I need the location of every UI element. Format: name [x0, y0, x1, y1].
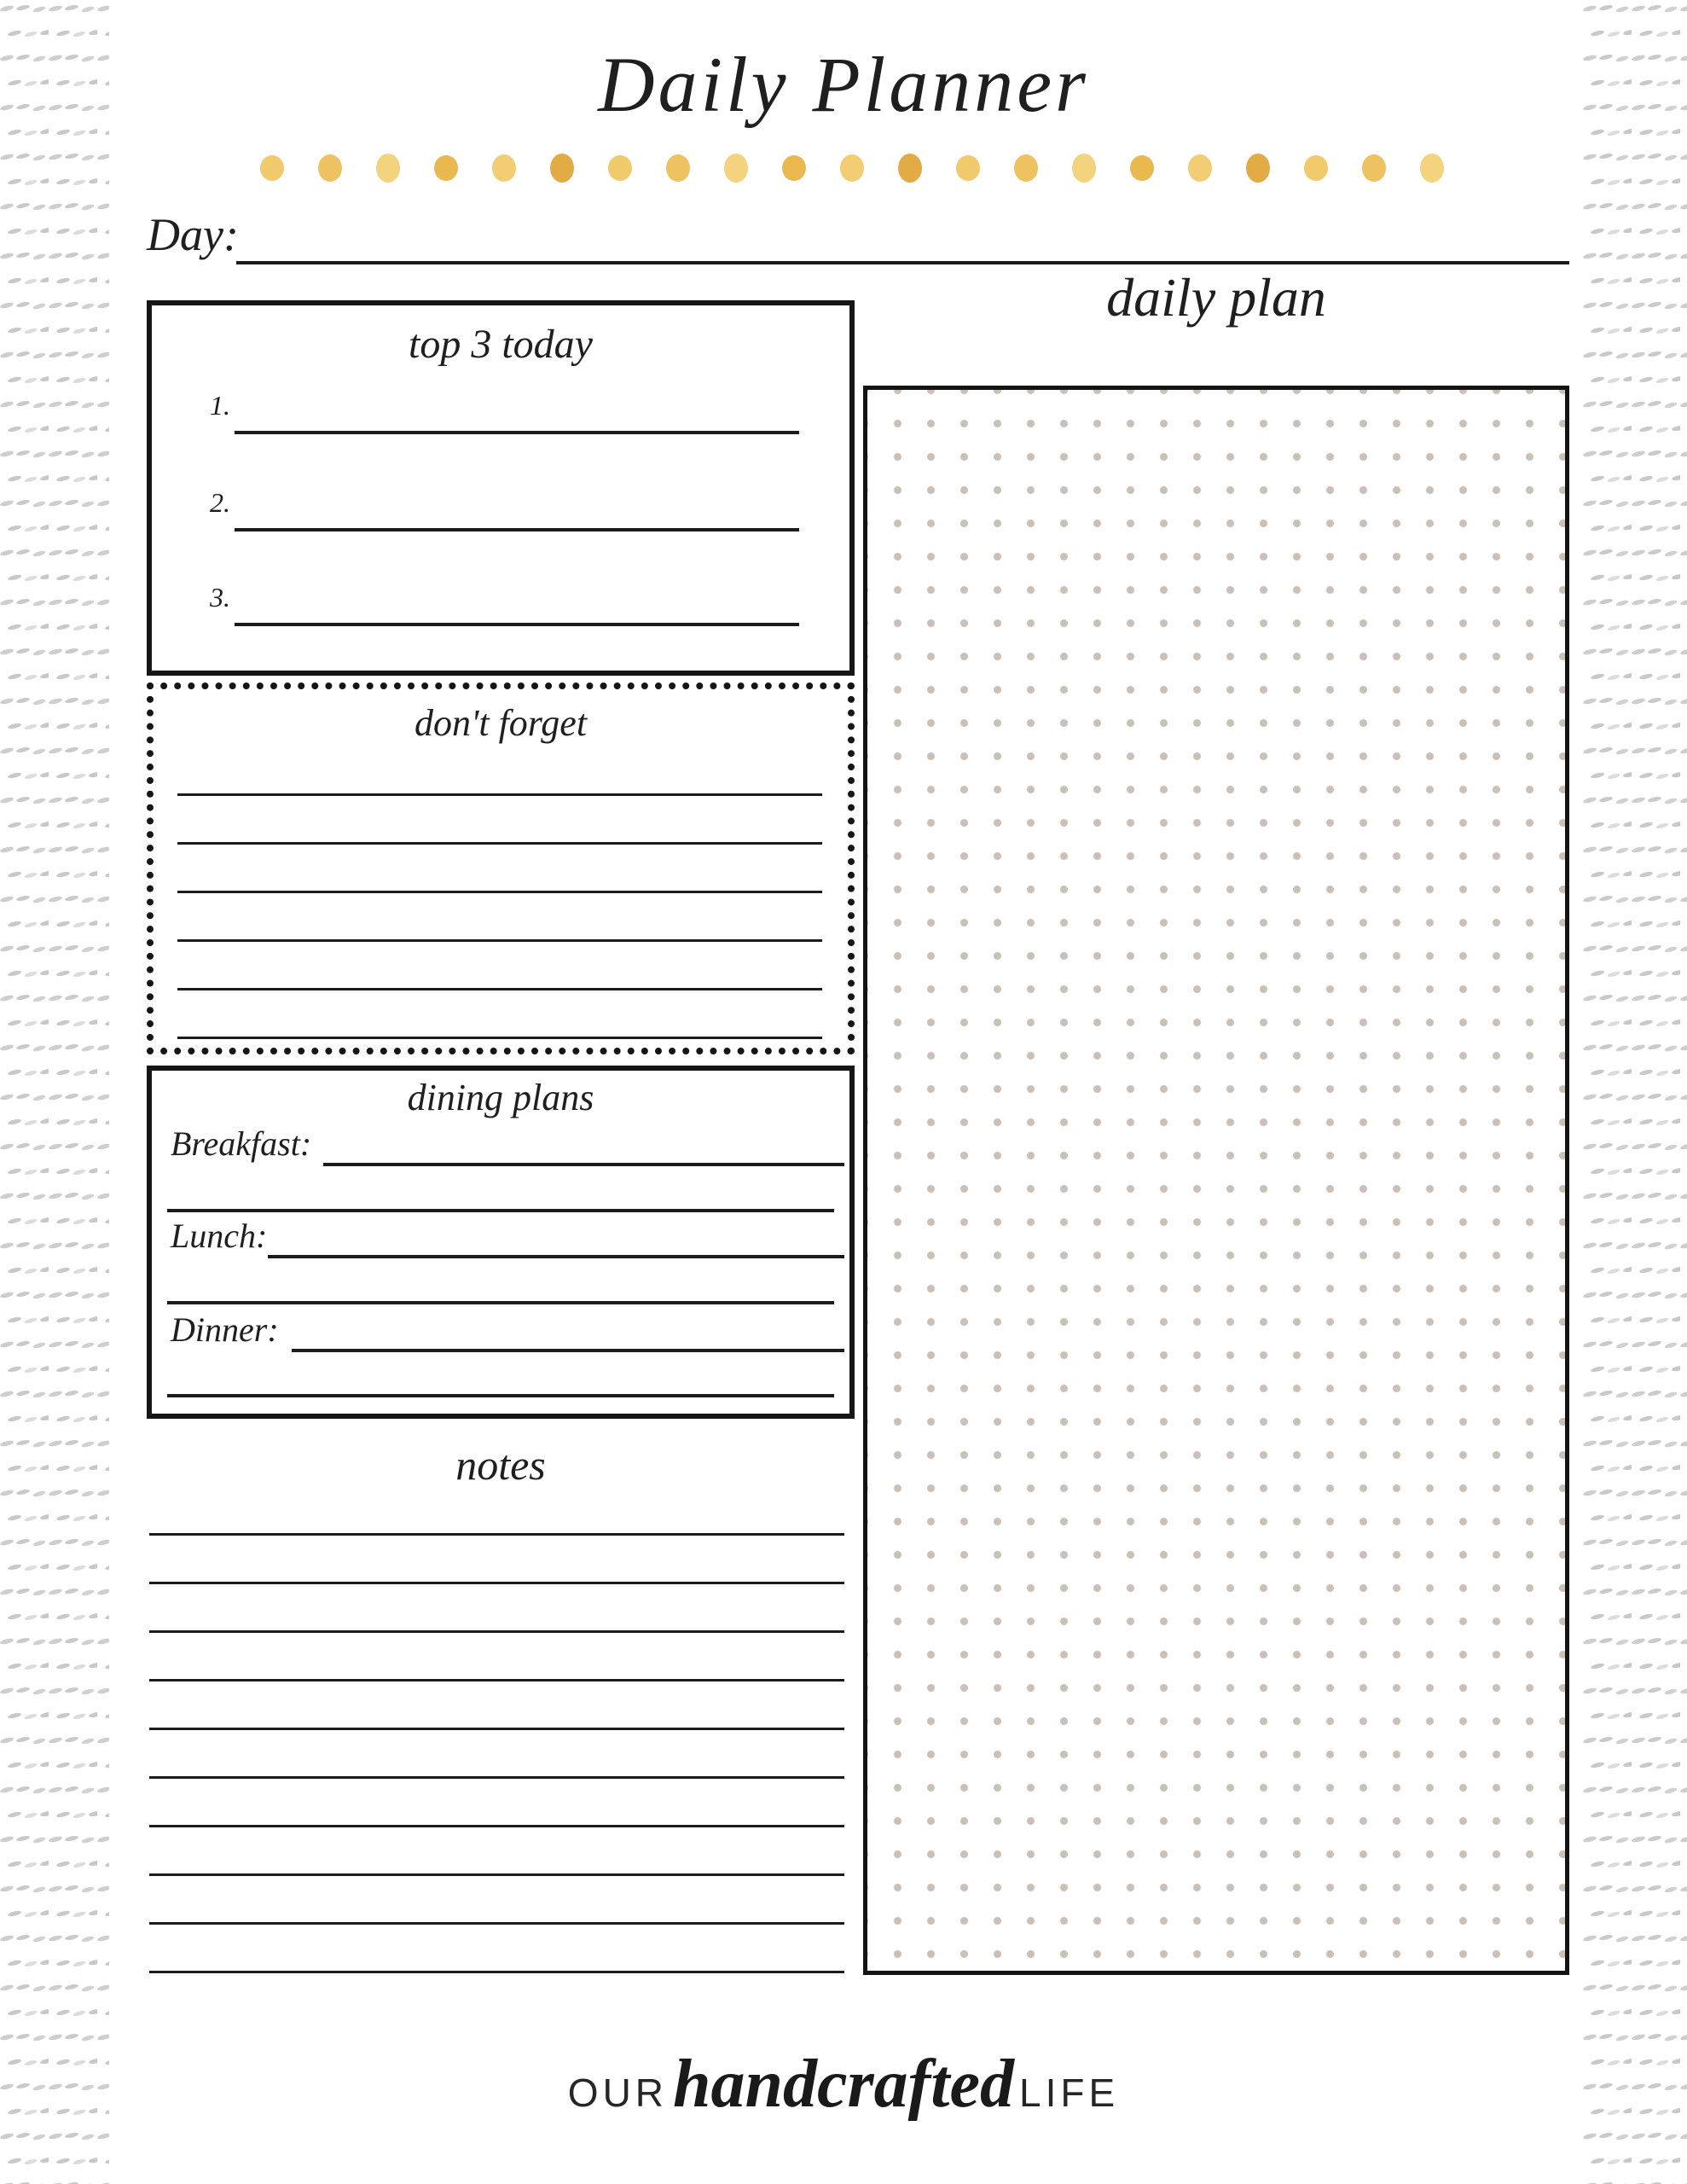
- gold-dot: [1304, 155, 1328, 181]
- top3-title: top 3 today: [409, 322, 593, 367]
- notes-line: [149, 1533, 844, 1536]
- gold-dot: [1072, 154, 1096, 183]
- dont-forget-line: [177, 988, 822, 990]
- top3-item-row: [152, 386, 849, 438]
- dont-forget-line: [177, 793, 822, 796]
- gold-dot: [318, 154, 342, 182]
- top3-item-number: 1.: [210, 390, 230, 421]
- gold-dot: [898, 154, 922, 183]
- gold-dot: [666, 154, 690, 182]
- daily-plan-dot-grid-box: [863, 386, 1569, 1975]
- gold-dot: [260, 155, 284, 181]
- footer-word-life: LIFE: [1019, 2071, 1120, 2115]
- notes-line: [149, 1971, 844, 1973]
- gold-dots-divider: [260, 154, 1444, 183]
- daily-plan-title: daily plan: [1106, 267, 1326, 328]
- gold-dot: [376, 154, 400, 183]
- meal-label: Breakfast:: [171, 1124, 312, 1163]
- meal-write-line: [292, 1349, 844, 1352]
- notes-title: notes: [455, 1441, 546, 1489]
- top3-item-row: [152, 578, 849, 630]
- gold-dot: [956, 155, 980, 181]
- day-label: Day:: [147, 209, 239, 260]
- meal-write-line: [323, 1163, 844, 1166]
- gold-dot: [1362, 154, 1386, 182]
- gold-dot: [550, 154, 574, 183]
- meal-write-line: [268, 1255, 844, 1258]
- notes-line: [149, 1630, 844, 1633]
- dining-plans-title: dining plans: [407, 1077, 594, 1118]
- gold-dot: [492, 154, 516, 182]
- gold-dot: [724, 154, 748, 183]
- gold-dot: [1246, 154, 1270, 183]
- top3-item-line: [235, 431, 799, 434]
- left-margin-pattern: [0, 0, 109, 2184]
- notes-line: [149, 1825, 844, 1827]
- notes-line: [149, 1582, 844, 1584]
- meal-divider-line: [167, 1394, 834, 1397]
- top3-box: [147, 300, 855, 676]
- footer-word-our: OUR: [567, 2071, 669, 2115]
- notes-line: [149, 1728, 844, 1730]
- gold-dot: [434, 155, 458, 181]
- dont-forget-title: don't forget: [414, 702, 588, 744]
- gold-dot: [1130, 155, 1154, 181]
- right-margin-pattern: [1583, 0, 1687, 2184]
- meal-label: Dinner:: [171, 1310, 279, 1349]
- footer-word-handcrafted: handcrafted: [673, 2047, 1015, 2122]
- top3-item-number: 2.: [210, 487, 230, 518]
- page-title: Daily Planner: [598, 41, 1089, 128]
- dont-forget-box: [147, 682, 855, 1054]
- dont-forget-line: [177, 891, 822, 893]
- dining-plans-box: [147, 1066, 855, 1419]
- dont-forget-line: [177, 939, 822, 942]
- notes-line: [149, 1776, 844, 1779]
- gold-dot: [1188, 154, 1212, 182]
- top3-item-line: [235, 623, 799, 626]
- gold-dot: [608, 155, 632, 181]
- dont-forget-line: [177, 1037, 822, 1039]
- meal-label: Lunch:: [171, 1217, 268, 1255]
- dont-forget-line: [177, 842, 822, 845]
- notes-line: [149, 1679, 844, 1682]
- top3-item-line: [235, 528, 799, 531]
- day-write-line: [236, 261, 1569, 264]
- meal-divider-line: [167, 1209, 834, 1212]
- gold-dot: [1420, 154, 1444, 183]
- gold-dot: [1014, 154, 1038, 182]
- footer-logo: [502, 2046, 1185, 2123]
- top3-item-row: [152, 484, 849, 535]
- notes-line: [149, 1873, 844, 1876]
- notes-line: [149, 1922, 844, 1925]
- gold-dot: [782, 155, 806, 181]
- gold-dot: [840, 154, 864, 182]
- top3-item-number: 3.: [210, 582, 230, 613]
- meal-divider-line: [167, 1301, 834, 1304]
